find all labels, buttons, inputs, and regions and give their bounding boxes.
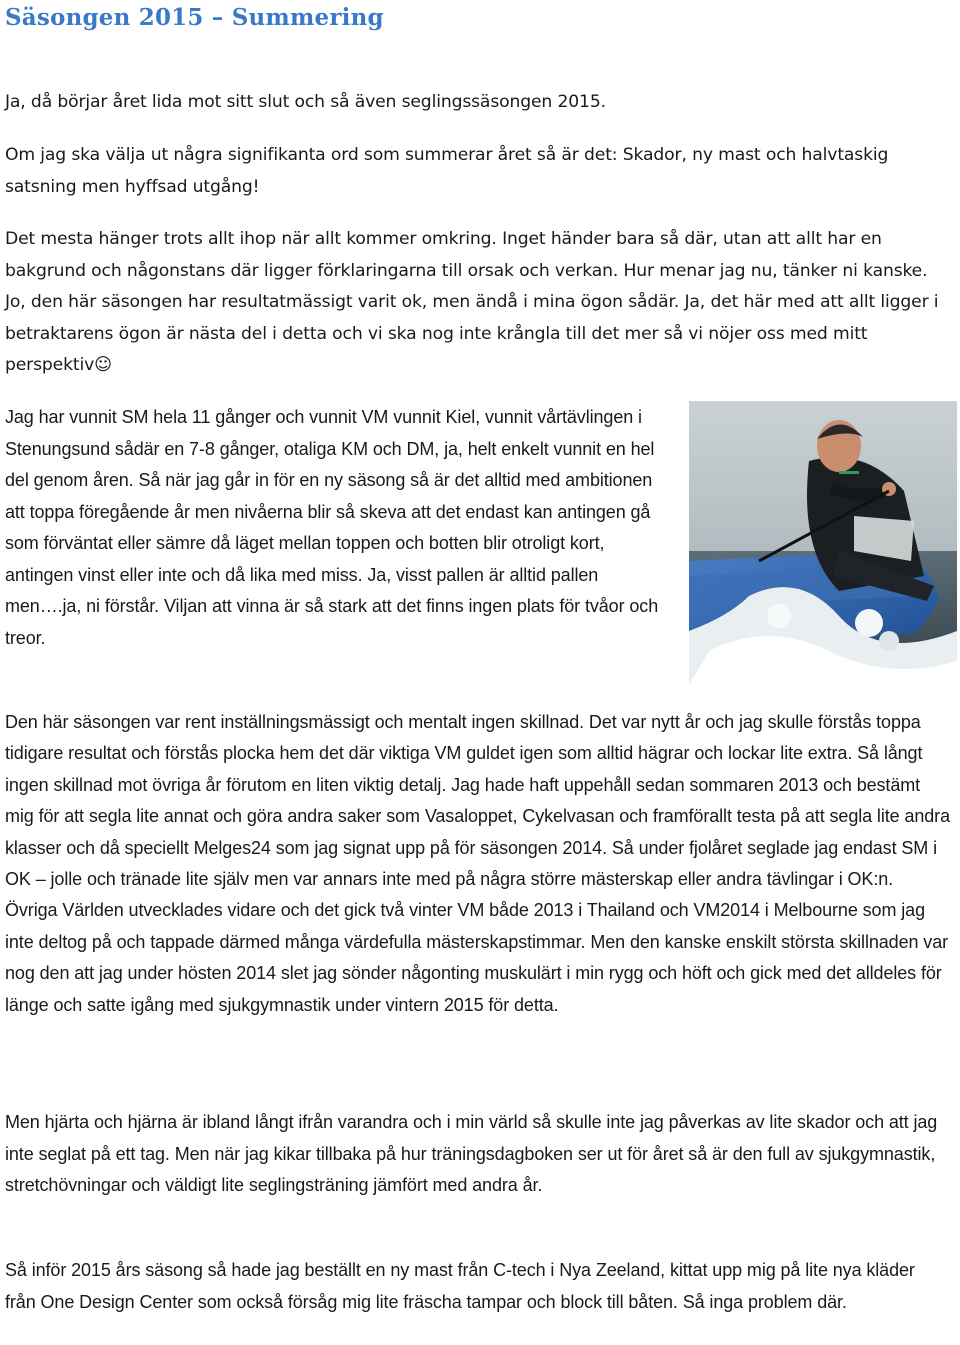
sailing-photo bbox=[689, 401, 957, 685]
paragraph-new-mast: Så inför 2015 års säsong så hade jag beställt en ny mast från C-tech i Nya Zeeland, kittat upp mig på lite nya kläder från One Design Center som också försåg mig lite fräscha tampar och block till båten. Så inga problem där. bbox=[5, 1260, 915, 1312]
paragraph-season-mentality: Den här säsongen var rent inställningsmässigt och mentalt ingen skillnad. Det var nytt år och jag skulle förstås toppa tidigare resultat och förstås plocka hem det där viktiga VM guldet igen som alltid hägrar och lockar lite extra. Så långt ingen skillnad mot övriga år förutom en liten viktig detalj. Jag hade haft uppehåll sedan sommaren 2013 och bestämt mig för att segla lite annat och göra andra saker som Vasaloppet, Cykelvasan och framförallt testa på att segla lite andra klasser och då speciellt Melges24 som jag signat upp på för säsongen 2014. Så under fjolåret seglade jag endast SM i OK – jolle och tränade lite själv men var annars inte med på några större mästerskap eller andra tävlingar i OK:n. Övriga Världen utvecklades vidare och det gick två vinter VM både 2013 i Thailand och VM2014 i Melbourne som jag inte deltog på och tappade därmed många värdefulla mästerskapstimmar. Men den kanske enskilt största skillnaden var nog den att jag under hösten 2014 slet jag sönder någonting muskulärt i min rygg och höft och gick med det alldeles för länge och satte igång med sjukgymnastik under vintern 2015 för detta. bbox=[5, 712, 950, 1015]
paragraph-heart-and-mind: Men hjärta och hjärna är ibland långt ifrån varandra och i min värld så skulle inte jag påverkas av lite skador och att jag inte seglat på ett tag. Men när jag kikar tillbaka på hur träningsdagboken ser ut för året så är den full av sjukgymnastik, stretchövningar och väldigt lite seglingsträning jämfört med andra år. bbox=[5, 1112, 938, 1195]
paragraph-intro: Ja, då börjar året lida mot sitt slut och så även seglingssäsongen 2015. bbox=[5, 92, 606, 112]
document-title: Säsongen 2015 – Summering bbox=[5, 4, 384, 31]
paragraph-summary-words: Om jag ska välja ut några signifikanta ord som summerar året så är det: Skador, ny mast och halvtaskig satsning men hyffsad utgång! bbox=[5, 145, 889, 197]
paragraph-perspective: Det mesta hänger trots allt ihop när allt kommer omkring. Inget händer bara så där, utan att allt har en bakgrund och någonstans där ligger förklaringarna till orsak och verkan. Hur menar jag nu, tänker ni kanske. Jo, den här säsongen har resultatmässigt varit ok, men ändå i mina ögon sådär. Ja, det här med att allt ligger i betraktarens ögon är nästa del i detta och vi ska nog inte krångla till det mer så vi nöjer oss med mitt perspektiv☺ bbox=[5, 229, 939, 375]
paragraph-achievements: Jag har vunnit SM hela 11 gånger och vunnit VM vunnit Kiel, vunnit vårtävlingen i Stenungsund sådär en 7-8 gånger, otaliga KM och DM, ja, helt enkelt vunnit en hel del genom åren. Så när jag går in för en ny säsong så är det alltid med ambitionen att toppa föregående år men nivåerna blir så skeva att det endast kan antingen gå som förväntat eller sämre då läget mellan toppen och botten blir otroligt kort, antingen vinst eller inte och då lika med miss. Ja, visst pallen är alltid pallen men….ja, ni förstår. Viljan att vinna är så stark att det finns ingen plats för tvåor och treor. bbox=[5, 407, 659, 648]
